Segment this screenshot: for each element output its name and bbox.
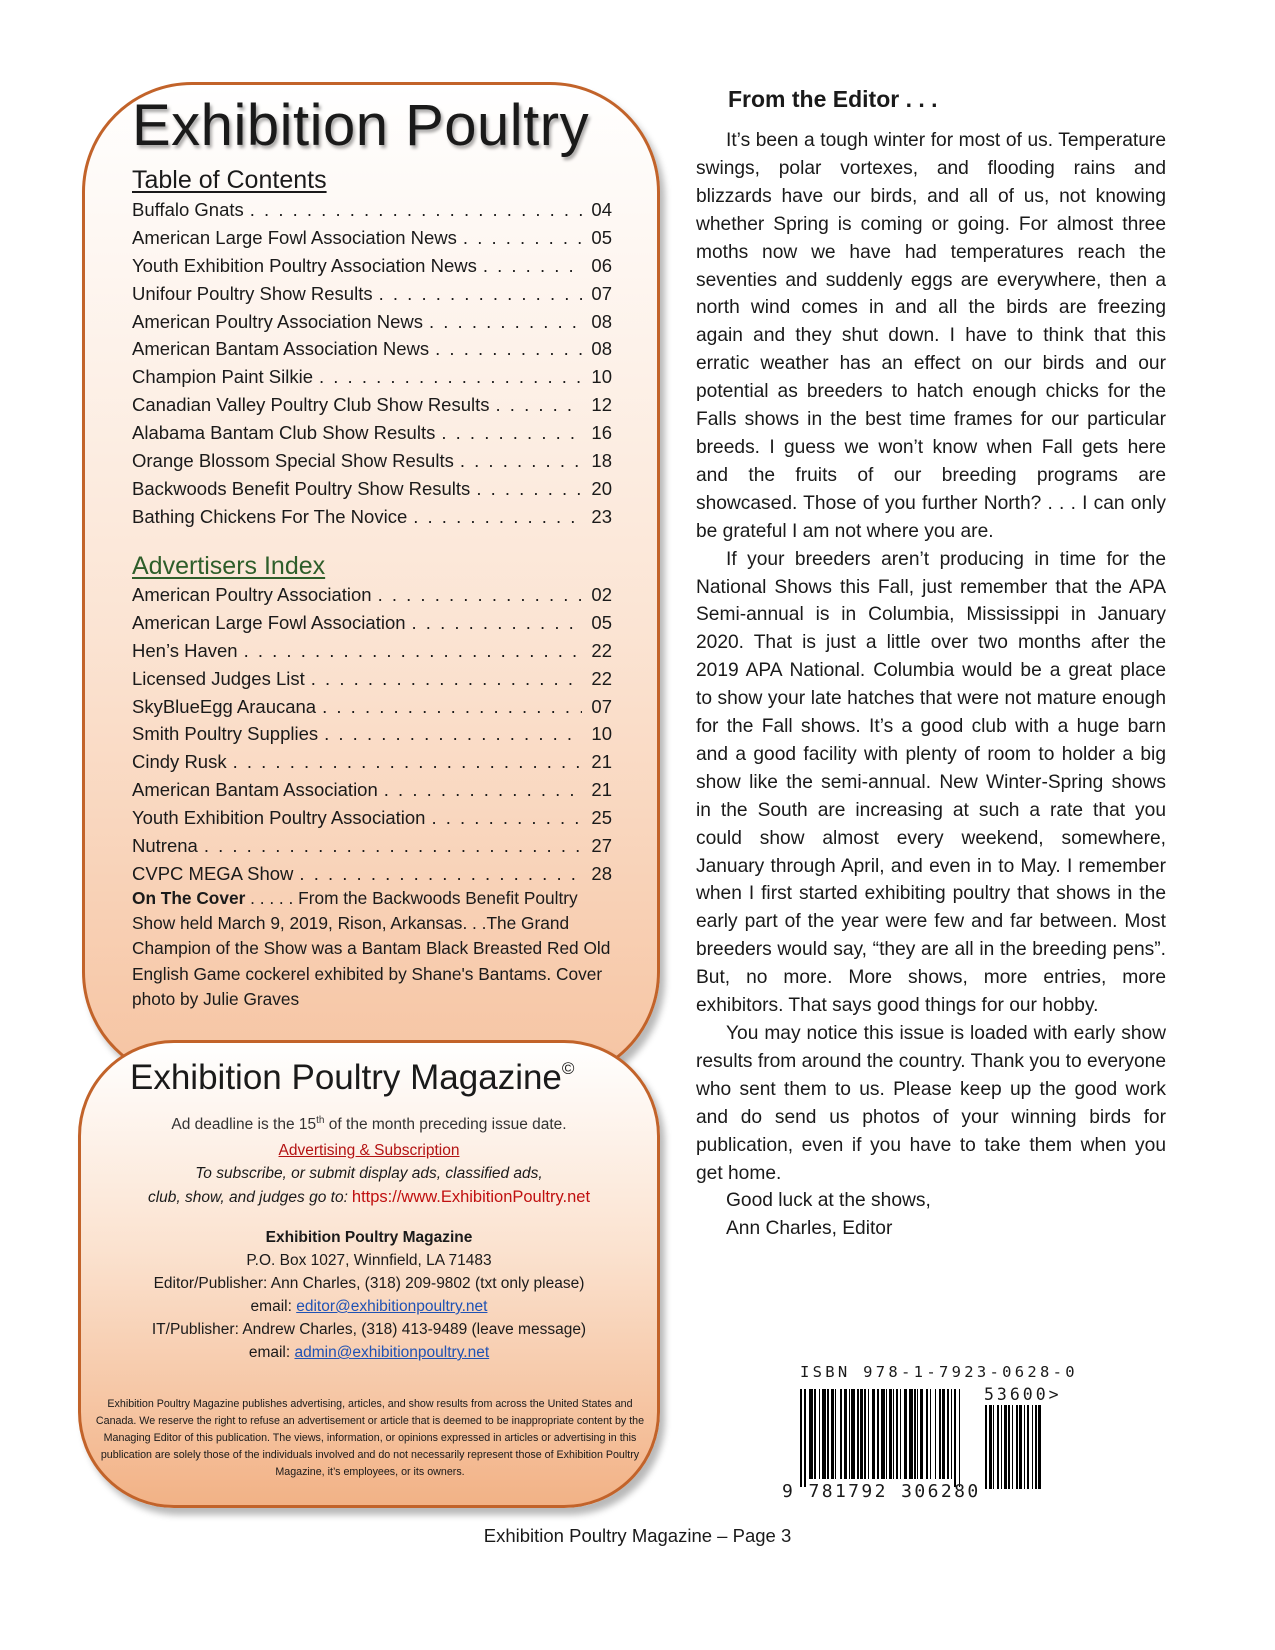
- barcode-bar: [1038, 1405, 1041, 1489]
- toc-item-page: 05: [591, 226, 612, 248]
- leader-dots: [496, 391, 582, 419]
- barcode-bar: [997, 1405, 999, 1489]
- barcode-bar: [985, 1405, 987, 1489]
- advertiser-name: Nutrena: [132, 835, 198, 857]
- magazine-title: Exhibition Poultry: [132, 93, 590, 158]
- advertiser-page: 27: [591, 835, 612, 857]
- advertiser-page: 07: [591, 695, 612, 717]
- advertiser-page: 05: [591, 611, 612, 633]
- leader-dots: [435, 335, 582, 363]
- toc-item-page: 07: [591, 282, 612, 304]
- toc-item[interactable]: [132, 224, 612, 252]
- advertiser-item[interactable]: [132, 748, 612, 776]
- advertiser-page: 28: [591, 862, 612, 884]
- leader-dots: [250, 196, 582, 224]
- toc-item-page: 10: [591, 366, 612, 388]
- advertisers-heading: Advertisers Index: [132, 552, 326, 580]
- toc-item-page: 06: [591, 254, 612, 276]
- advertiser-page: 22: [591, 639, 612, 661]
- editor-letter: [696, 127, 1166, 1243]
- barcode-bar: [1019, 1405, 1022, 1489]
- toc-item-title: American Bantam Association News: [132, 338, 430, 360]
- cover-description: From the Backwoods Benefit Poultry Show held March 9, 2019, Rison, Arkansas. . .The Grand Champion of the Show was a Bantam Black Breasted Red Old English Game cockerel exhibited by Shane's Bantams. Cover photo by Julie Graves: [132, 888, 611, 1009]
- barcode-bar: [959, 1389, 960, 1487]
- leader-dots: [384, 776, 582, 804]
- leader-dots: [413, 503, 582, 531]
- advertiser-item[interactable]: [132, 665, 612, 693]
- barcode-icon: [800, 1389, 982, 1489]
- toc-item-page: 16: [591, 422, 612, 444]
- toc-item-title: Backwoods Benefit Poultry Show Results: [132, 477, 471, 499]
- advertiser-name: Hen’s Haven: [132, 639, 238, 661]
- advertiser-item[interactable]: [132, 832, 612, 860]
- editor-email-line: [84, 1298, 654, 1316]
- advertiser-name: Youth Exhibition Poultry Association: [132, 807, 426, 829]
- advertising-subscription-link[interactable]: Advertising & Subscription: [278, 1142, 460, 1159]
- toc-item-title: Buffalo Gnats: [132, 199, 244, 220]
- barcode-addon-icon: [985, 1405, 1053, 1489]
- leader-dots: [324, 720, 582, 748]
- toc-item-page: 18: [591, 450, 612, 472]
- advertiser-page: 02: [591, 584, 612, 605]
- leader-dots: [319, 363, 582, 391]
- advertisers-index: [132, 581, 612, 888]
- email-label: email:: [248, 1344, 295, 1361]
- barcode-bar: [1032, 1405, 1033, 1489]
- toc-heading: Table of Contents: [132, 166, 327, 194]
- barcode-bar: [930, 1389, 931, 1479]
- leader-dots: [429, 308, 582, 336]
- barcode-bar: [1012, 1405, 1013, 1489]
- barcode-digits: 9 781792 306280: [782, 1481, 981, 1502]
- barcode-bar: [900, 1389, 901, 1479]
- barcode-bar: [993, 1405, 994, 1489]
- advertiser-page: 22: [591, 667, 612, 689]
- letter-paragraph: You may notice this issue is loaded with early show results from around the country. Thank you to everyone who sent them to us. Please keep up the good work and do send us photos of your winning birds for publication, even if you have to take them when you get home.: [696, 1023, 1166, 1184]
- barcode-bar: [872, 1389, 875, 1479]
- copyright-symbol: ©: [561, 1059, 575, 1078]
- toc-item-title: Alabama Bantam Club Show Results: [132, 422, 436, 444]
- leader-dots: [244, 637, 582, 665]
- barcode-bar: [800, 1389, 802, 1487]
- leader-dots: [299, 860, 582, 888]
- barcode-bar: [989, 1405, 992, 1489]
- leader-dots: [483, 252, 582, 280]
- advertiser-name: American Bantam Association: [132, 779, 378, 801]
- barcode-bar: [1035, 1405, 1037, 1489]
- barcode-bar: [1016, 1405, 1018, 1489]
- advertiser-item[interactable]: [132, 637, 612, 665]
- leader-dots: [379, 280, 582, 308]
- barcode-bar: [844, 1389, 847, 1479]
- letter-signature: Ann Charles, Editor: [726, 1218, 893, 1240]
- leader-dots: [463, 224, 582, 252]
- barcode-bar: [954, 1389, 956, 1487]
- subscribe-text: club, show, and judges go to:: [147, 1189, 348, 1206]
- barcode-bar: [947, 1389, 949, 1479]
- barcode-bar: [814, 1389, 816, 1479]
- advertiser-page: 21: [591, 751, 612, 773]
- ad-deadline: [84, 1115, 654, 1134]
- toc-item-title: Orange Blossom Special Show Results: [132, 450, 454, 472]
- barcode-bar: [935, 1389, 936, 1479]
- toc-item[interactable]: [132, 280, 612, 308]
- advertiser-name: SkyBlueEgg Araucana: [132, 695, 317, 717]
- advertiser-name: American Large Fowl Association: [132, 611, 406, 633]
- disclaimer: Exhibition Poultry Magazine publishes advertising, articles, and show results from across the United States and Canada. We reserve the right to refuse an advertisement or article that is deemed to be inappropriate content by the Managing Editor of this publication. The views, information, or opinions expressed in articles or advertising in this publication are solely those of the individuals involved and do not necessarily represent those of Exhibition Poultry Magazine, it’s employees, or its owners.: [95, 1398, 645, 1478]
- barcode-bar: [951, 1389, 952, 1479]
- toc-item[interactable]: [132, 196, 612, 224]
- toc-item-title: American Poultry Association News: [132, 310, 423, 332]
- toc-item-title: Unifour Poultry Show Results: [132, 282, 373, 304]
- ordinal-suffix: th: [316, 1115, 325, 1126]
- toc-item-page: 04: [591, 199, 612, 220]
- barcode-bar: [889, 1389, 892, 1479]
- leader-dots: [311, 665, 582, 693]
- advertiser-page: 25: [591, 807, 612, 829]
- email-label: email:: [250, 1298, 297, 1315]
- leader-dots: [322, 693, 582, 721]
- cover-label: On The Cover: [132, 888, 246, 908]
- advertiser-item[interactable]: [132, 860, 612, 888]
- barcode-bar: [920, 1389, 923, 1479]
- letter-paragraph: If your breeders aren’t producing in time for the National Shows this Fall, just remember that the APA Semi-annual is in Columbia, Mississippi in January 2020. That is just a little over two months after the 2019 APA National. Columbia would be a great place to show your late hatches that were not mature enough for the Fall shows. It’s a good club with a huge barn and a good facility with plenty of room to holder a big show like the semi-annual. New Winter-Spring shows in the South are increasing at such a rate that you could show almost every weekend, somewhere, January through April, and even in to May. I remember when I first started exhibiting poultry that shows in the early part of the year were few and far between. Most breeders would say, “they are all in the breeding pens”. But, no more. More shows, more entries, more exhibitors. That says good things for our hobby.: [696, 548, 1166, 1017]
- toc-item-title: Champion Paint Silkie: [132, 366, 313, 388]
- cover-note: [132, 886, 622, 1012]
- letter-closing: Good luck at the shows,: [726, 1190, 931, 1212]
- toc-item[interactable]: [132, 363, 612, 391]
- barcode-bar: [893, 1389, 894, 1479]
- barcode-bar: [860, 1389, 863, 1479]
- leader-dots: [460, 447, 582, 475]
- barcode-bar: [939, 1389, 941, 1479]
- barcode-bar: [1024, 1405, 1025, 1489]
- barcode-bar: [831, 1389, 834, 1479]
- subscribe-instructions-2: [84, 1188, 654, 1207]
- editor-heading: From the Editor . . .: [728, 86, 938, 112]
- barcode-bar: [809, 1389, 813, 1479]
- advertiser-name: Licensed Judges List: [132, 667, 305, 689]
- admin-email-line: [84, 1344, 654, 1362]
- barcode-bar: [864, 1389, 866, 1479]
- barcode-bar: [1008, 1405, 1010, 1489]
- advertiser-name: CVPC MEGA Show: [132, 862, 294, 884]
- editor-contact: Editor/Publisher: Ann Charles, (318) 209-9802 (txt only please): [153, 1275, 585, 1292]
- publisher-title: [130, 1058, 574, 1098]
- toc-item[interactable]: [132, 308, 612, 336]
- advertiser-page: 21: [591, 779, 612, 801]
- advertiser-item[interactable]: [132, 776, 612, 804]
- barcode-bar: [804, 1389, 806, 1487]
- toc-item-page: 12: [591, 394, 612, 416]
- advertiser-page: 10: [591, 723, 612, 745]
- barcode-bar: [877, 1389, 879, 1479]
- leader-dots: [378, 581, 582, 609]
- toc-item-title: Youth Exhibition Poultry Association News: [132, 254, 477, 276]
- leader-dots: [233, 748, 582, 776]
- barcode-bar: [1001, 1405, 1002, 1489]
- barcode-bar: [1027, 1405, 1029, 1489]
- barcode-bar: [914, 1389, 916, 1479]
- toc-item[interactable]: [132, 335, 612, 363]
- barcode-bar: [835, 1389, 836, 1479]
- toc-item[interactable]: [132, 419, 612, 447]
- barcode-bar: [840, 1389, 842, 1479]
- advertiser-name: Smith Poultry Supplies: [132, 723, 319, 745]
- toc-item-page: 08: [591, 338, 612, 360]
- barcode-bar: [917, 1389, 918, 1479]
- toc-item-page: 20: [591, 477, 612, 499]
- toc-item-page: 08: [591, 310, 612, 332]
- letter-paragraph: It’s been a tough winter for most of us. Temperature swings, polar vortexes, and flooding rains and blizzards have our birds, and all of us, not knowing whether Spring is coming or going. For almost three moths now we have had temperatures reach the seventies and suddenly eggs are everywhere, then a north wind comes in and all the birds are freezing again and they shut down. I have to think that this erratic weather has an effect on our birds and our potential as breeders to hatch enough chicks for the Falls shows in the best time frames for our particular breeds. I guess we won’t know when Fall gets here and the fruits of our breeding programs are showcased. Those of you further North? . . . I can only be grateful I am not where you are.: [696, 130, 1166, 542]
- toc-item-page: 23: [591, 505, 612, 527]
- advertiser-name: American Poultry Association: [132, 584, 372, 605]
- barcode-bar: [881, 1389, 885, 1479]
- isbn-number: ISBN 978-1-7923-0628-0: [800, 1363, 1078, 1381]
- leader-dots: [204, 832, 582, 860]
- admin-email-link[interactable]: admin@exhibitionpoultry.net: [294, 1344, 490, 1361]
- barcode-bar: [827, 1389, 829, 1479]
- ad-deadline-text: Ad deadline is the 15: [171, 1116, 317, 1134]
- it-contact: IT/Publisher: Andrew Charles, (318) 413-9489 (leave message): [151, 1321, 587, 1338]
- toc-item[interactable]: [132, 391, 612, 419]
- leader-dots: [441, 419, 582, 447]
- barcode-bar: [909, 1389, 913, 1479]
- subscribe-instructions: To subscribe, or submit display ads, classified ads,: [195, 1165, 543, 1182]
- mailing-address: P.O. Box 1027, Winnfield, LA 71483: [246, 1252, 492, 1269]
- barcode-bar: [1004, 1405, 1007, 1489]
- advertiser-item[interactable]: [132, 581, 612, 609]
- toc-item-title: Canadian Valley Poultry Club Show Results: [132, 394, 490, 416]
- publisher-title-text: Exhibition Poultry Magazine: [130, 1058, 562, 1097]
- barcode-bar: [886, 1389, 887, 1479]
- page-footer: Exhibition Poultry Magazine – Page 3: [483, 1525, 792, 1546]
- toc-item[interactable]: [132, 447, 612, 475]
- barcode-bar: [822, 1389, 826, 1479]
- barcode-bar: [849, 1389, 850, 1479]
- toc-item[interactable]: [132, 503, 612, 531]
- barcode-bar: [896, 1389, 898, 1479]
- cover-dots: . . . . .: [245, 888, 299, 908]
- barcode-addon-digits: 53600>: [984, 1385, 1062, 1404]
- toc-item[interactable]: [132, 475, 612, 503]
- publication-name: Exhibition Poultry Magazine: [265, 1229, 473, 1246]
- leader-dots: [431, 804, 582, 832]
- advertiser-item[interactable]: [132, 693, 612, 721]
- barcode-bar: [904, 1389, 907, 1479]
- website-link[interactable]: https://www.ExhibitionPoultry.net: [351, 1188, 591, 1206]
- advertiser-item[interactable]: [132, 720, 612, 748]
- leader-dots: [476, 475, 582, 503]
- advertiser-item[interactable]: [132, 804, 612, 832]
- barcode-bar: [851, 1389, 855, 1479]
- barcode-bar: [857, 1389, 859, 1479]
- barcode-bar: [942, 1389, 945, 1479]
- editor-email-link[interactable]: editor@exhibitionpoultry.net: [296, 1298, 488, 1315]
- toc-item[interactable]: [132, 252, 612, 280]
- barcode-bar: [868, 1389, 869, 1479]
- table-of-contents: [132, 196, 612, 531]
- barcode-bar: [926, 1389, 928, 1479]
- ad-deadline-text-end: of the month preceding issue date.: [324, 1116, 567, 1134]
- advertiser-item[interactable]: [132, 609, 612, 637]
- leader-dots: [412, 609, 582, 637]
- barcode-bar: [819, 1389, 820, 1479]
- advertiser-name: Cindy Rusk: [132, 751, 227, 773]
- toc-item-title: American Large Fowl Association News: [132, 226, 457, 248]
- toc-item-title: Bathing Chickens For The Novice: [132, 505, 408, 527]
